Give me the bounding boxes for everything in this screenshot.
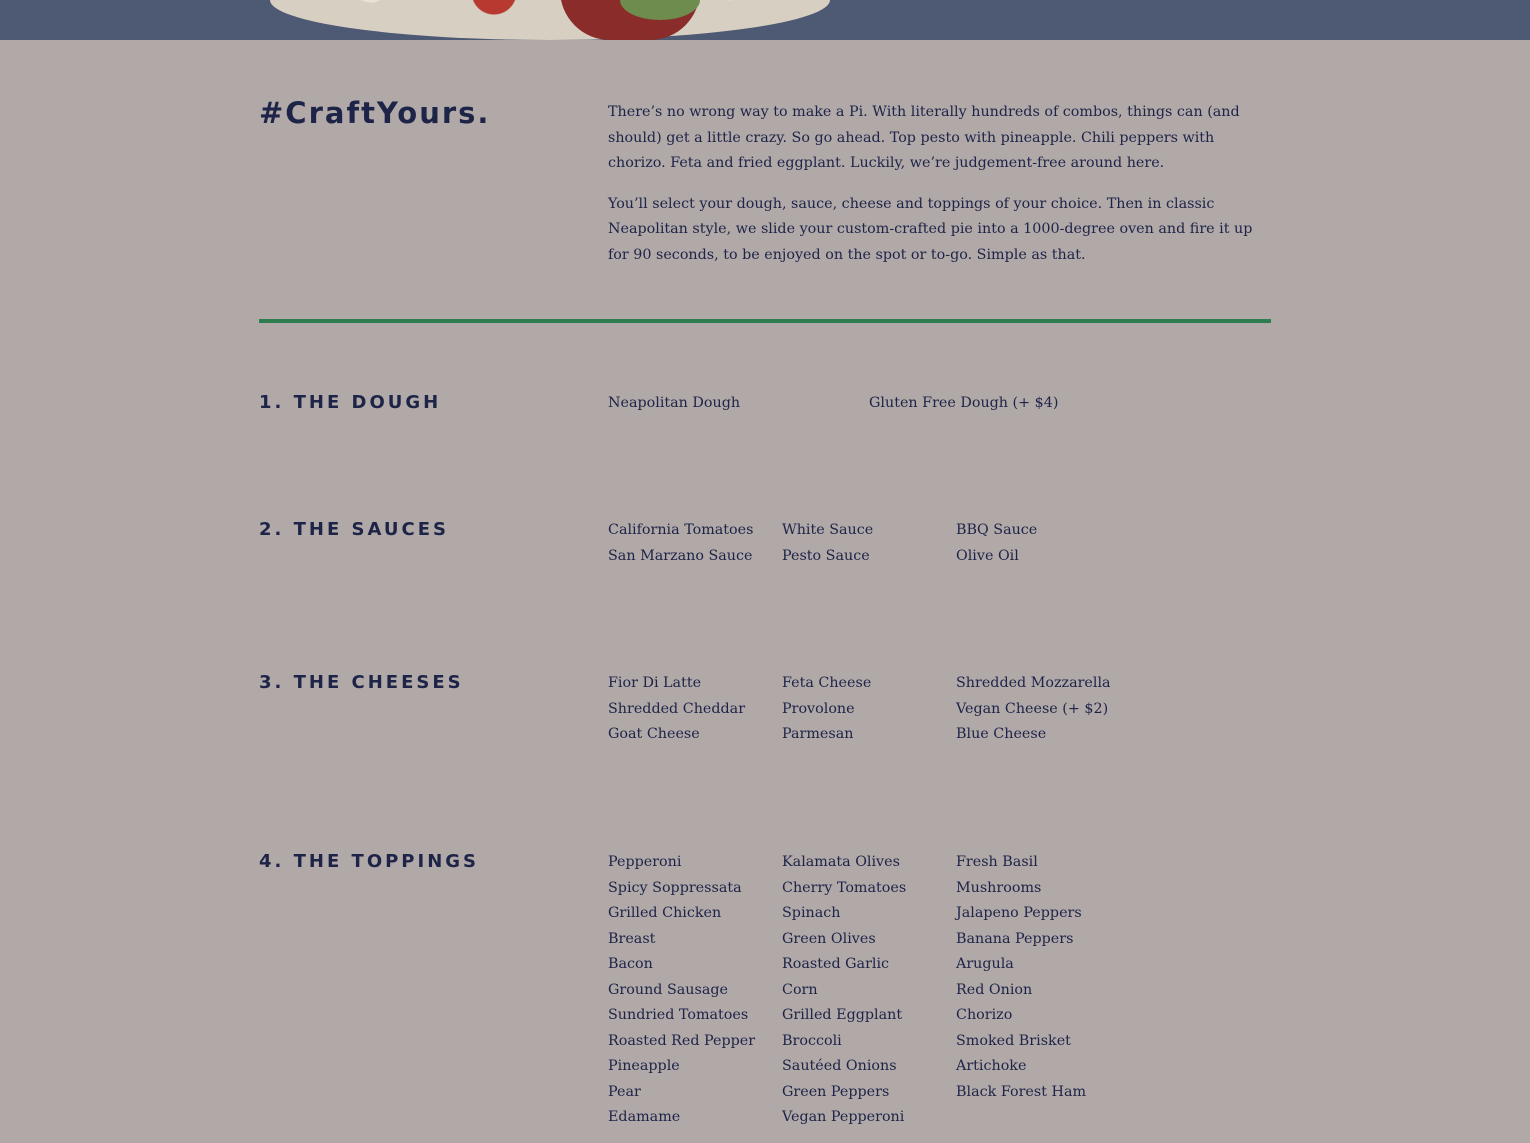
menu-option: Corn (782, 981, 818, 998)
pizza-image (270, 0, 830, 40)
menu-option: Parmesan (782, 726, 854, 742)
menu-option: Fresh Basil (956, 854, 1038, 870)
intro-paragraph: You’ll select your dough, sauce, cheese and toppings of your choice. Then in classic Neapolitan style, we slide your custom-crafted pie into a 1000-degree oven and fire it up for 90 seconds, to be enjoyed on the spot or to-go. Simple as that. (608, 195, 1253, 263)
menu-option: Pineapple (608, 1058, 680, 1074)
menu-option: Provolone (782, 700, 855, 717)
dough-options-col-2 (869, 391, 1058, 417)
menu-option: Artichoke (956, 1058, 1027, 1074)
menu-option: Spinach (782, 905, 841, 921)
menu-option: Grilled Chicken (608, 905, 722, 921)
menu-option: Smoked Brisket (956, 1032, 1071, 1049)
menu-option: White Sauce (782, 522, 874, 538)
menu-option: Breast (608, 930, 656, 947)
menu-option: Gluten Free Dough (+ $4) (869, 395, 1059, 411)
hero-image (0, 0, 1530, 40)
menu-option: Sautéed Onions (782, 1058, 897, 1074)
sauces-options-col-3 (956, 518, 1037, 569)
sauces-options-col-1 (608, 518, 753, 569)
menu-option: Kalamata Olives (782, 854, 900, 870)
menu-option: BBQ Sauce (956, 522, 1038, 538)
menu-option: Vegan Pepperoni (782, 1109, 905, 1125)
menu-option: Red Onion (956, 981, 1033, 998)
intro-description (608, 100, 1273, 283)
sauces-options-col-2 (782, 518, 873, 569)
menu-option: Vegan Cheese (+ $2) (956, 700, 1109, 717)
menu-option: Arugula (956, 956, 1014, 972)
menu-option: Blue Cheese (956, 726, 1047, 742)
menu-option: Roasted Red Pepper (608, 1032, 756, 1049)
section-title-dough: 1. THE DOUGH (259, 392, 442, 413)
menu-option: Jalapeno Peppers (956, 905, 1082, 921)
menu-option: Black Forest Ham (956, 1083, 1087, 1100)
menu-option: Neapolitan Dough (608, 395, 741, 411)
section-title-toppings: 4. THE TOPPINGS (259, 851, 479, 872)
cheeses-options-col-3 (956, 671, 1111, 748)
toppings-options-col-1 (608, 850, 755, 1131)
menu-option: Goat Cheese (608, 726, 700, 742)
menu-option: Green Peppers (782, 1083, 890, 1100)
menu-option: Feta Cheese (782, 675, 872, 691)
menu-option: California Tomatoes (608, 522, 754, 538)
menu-option: Pesto Sauce (782, 547, 870, 564)
cheeses-options-col-2 (782, 671, 871, 748)
menu-option: Shredded Cheddar (608, 700, 746, 717)
menu-option: Sundried Tomatoes (608, 1007, 749, 1023)
menu-option: Roasted Garlic (782, 956, 890, 972)
menu-option: Shredded Mozzarella (956, 675, 1111, 691)
section-title-cheeses: 3. THE CHEESES (259, 672, 464, 693)
intro-paragraph: There’s no wrong way to make a Pi. With literally hundreds of combos, things can (and should) get a little crazy. So go ahead. Top pesto with pineapple. Chili peppers with chorizo. Feta and fried eggplant. Luckily, we’re judgement-free around here. (608, 104, 1240, 171)
menu-option: Cherry Tomatoes (782, 879, 907, 896)
menu-option: Green Olives (782, 930, 876, 947)
section-divider (259, 319, 1271, 323)
menu-option: Fior Di Latte (608, 675, 702, 691)
dough-options-col-1 (608, 391, 740, 417)
menu-option: Olive Oil (956, 547, 1019, 564)
menu-option: Grilled Eggplant (782, 1007, 903, 1023)
menu-option: Mushrooms (956, 879, 1042, 896)
menu-option: Edamame (608, 1109, 681, 1125)
intro-title: #CraftYours. (259, 96, 491, 130)
menu-option: Bacon (608, 956, 653, 972)
toppings-options-col-3 (956, 850, 1086, 1105)
menu-option: Ground Sausage (608, 981, 728, 998)
menu-option: Banana Peppers (956, 930, 1074, 947)
menu-option: Pear (608, 1083, 641, 1100)
cheeses-options-col-1 (608, 671, 745, 748)
section-title-sauces: 2. THE SAUCES (259, 519, 449, 540)
menu-option: Broccoli (782, 1032, 842, 1049)
toppings-options-col-2 (782, 850, 906, 1131)
menu-option: Chorizo (956, 1007, 1013, 1023)
menu-option: Spicy Soppressata (608, 879, 742, 896)
menu-option: Pepperoni (608, 854, 682, 870)
menu-option: San Marzano Sauce (608, 547, 753, 564)
